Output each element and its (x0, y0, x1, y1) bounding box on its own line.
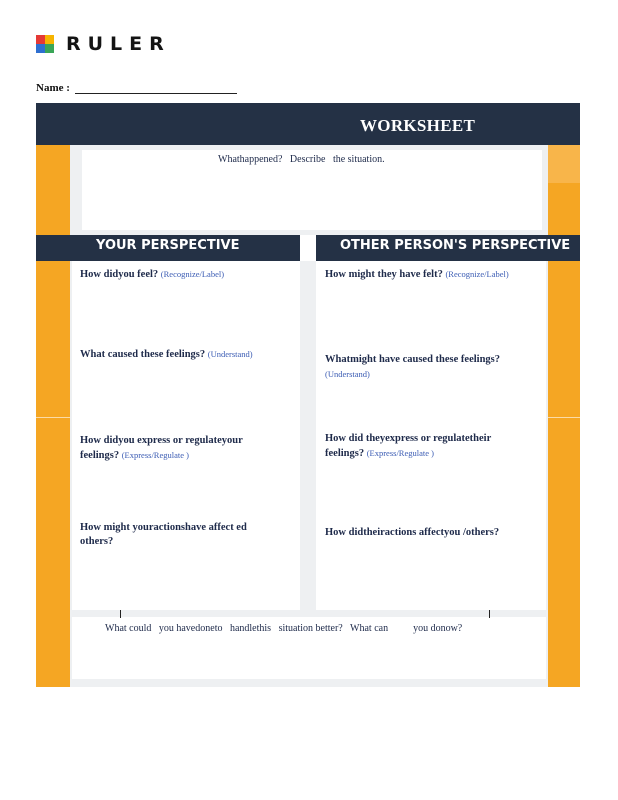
title-band (36, 103, 580, 145)
ruler-logo (36, 35, 171, 53)
name-field[interactable] (75, 93, 237, 94)
right-orange-highlight (548, 145, 580, 183)
right-question-cause: Whatmight have caused these feelings? (Understand) (325, 354, 500, 379)
right-question-express: How did theyexpress or regulatetheir feelings? (Express/Regulate ) (325, 433, 492, 459)
left-column-divider (36, 417, 70, 418)
logo-text: RULER (66, 33, 171, 55)
your-perspective-title: YOUR PERSPECTIVE (96, 238, 240, 253)
left-question-express: How didyou express or regulateyour feelings? (Express/Regulate ) (80, 435, 243, 461)
right-orange-column (548, 261, 580, 687)
left-tick-mark (120, 610, 121, 618)
name-label: Name : (36, 82, 70, 94)
your-perspective-header (36, 235, 300, 261)
reflection-prompt: What could you havedoneto handlethis situation better? What can you donow? (105, 623, 463, 634)
right-question-feel: How might they have felt? (Recognize/Label) (325, 269, 509, 280)
left-question-feel: How didyou feel? (Recognize/Label) (80, 269, 225, 280)
ruler-logo-icon (36, 35, 54, 53)
other-perspective-title: OTHER PERSON'S PERSPECTIVE (340, 238, 571, 253)
left-orange-column (36, 261, 70, 687)
left-question-affect: How might youractionshave affect ed others? (80, 522, 247, 547)
right-column-divider (548, 417, 580, 418)
situation-prompt: Whathappened? Describe the situation. (218, 154, 385, 165)
other-perspective-header (316, 235, 580, 261)
page-title: WORKSHEET (360, 116, 476, 135)
left-orange-strip-top (36, 145, 70, 235)
left-question-cause: What caused these feelings? (Understand) (80, 349, 253, 360)
right-question-affect: How didtheiractions affectyou /others? (325, 527, 500, 538)
right-tick-mark (489, 610, 490, 618)
